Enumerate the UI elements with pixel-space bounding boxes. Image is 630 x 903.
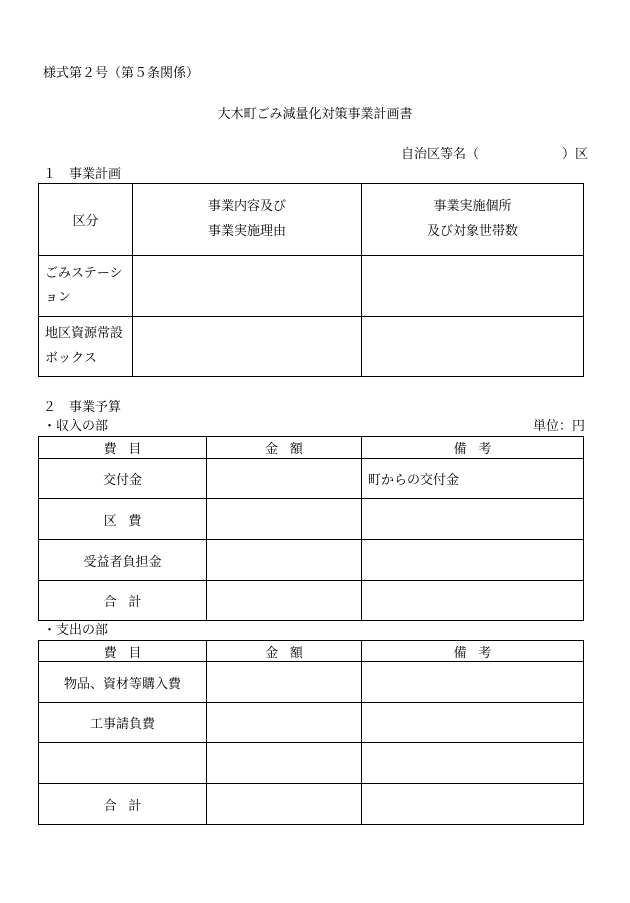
plan-category-line2: ョン xyxy=(45,290,72,305)
expense-item-cell: 物品、資材等購入費 xyxy=(39,662,207,703)
plan-header-content-line2: 事業実施理由 xyxy=(207,223,286,239)
expense-header-row xyxy=(39,641,584,662)
expense-header-item: 費目 xyxy=(39,641,207,662)
income-item-cell: 区費 xyxy=(39,499,207,540)
plan-header-location xyxy=(362,184,584,256)
plan-category-line1: ごみステーシ xyxy=(45,265,123,281)
expense-amount-cell[interactable] xyxy=(207,703,362,743)
income-note-cell[interactable]: 町からの交付金 xyxy=(362,459,584,499)
plan-content-cell[interactable] xyxy=(133,317,362,377)
district-name-field[interactable] xyxy=(480,146,560,163)
plan-location-cell[interactable] xyxy=(362,317,584,377)
section2-heading: ２ 事業予算 xyxy=(43,400,122,415)
income-row xyxy=(39,540,584,581)
income-header-item: 費目 xyxy=(39,437,207,459)
income-header-row xyxy=(39,437,584,459)
expense-item-cell[interactable] xyxy=(39,743,207,784)
expense-header-amount: 金額 xyxy=(207,641,362,662)
district-label: 自治区等名（ xyxy=(401,147,480,162)
plan-content-cell[interactable] xyxy=(133,256,362,317)
income-amount-cell[interactable] xyxy=(207,499,362,540)
page-title: 大木町ごみ減量化対策事業計画書 xyxy=(217,107,413,122)
income-row xyxy=(39,499,584,540)
income-amount-cell[interactable] xyxy=(207,540,362,581)
income-header-note: 備考 xyxy=(362,437,584,459)
business-plan-table xyxy=(38,183,584,377)
form-number: 様式第２号（第５条関係） xyxy=(43,66,200,81)
section1-heading: １ 事業計画 xyxy=(43,167,122,182)
expense-table xyxy=(38,640,584,825)
expense-row xyxy=(39,743,584,784)
expense-total-row xyxy=(39,784,584,825)
expense-row xyxy=(39,703,584,743)
expense-row xyxy=(39,662,584,703)
expense-amount-cell[interactable] xyxy=(207,784,362,825)
plan-header-location-line1: 事業実施個所 xyxy=(433,199,512,215)
expense-item-cell: 合計 xyxy=(39,784,207,825)
plan-category-line1: 地区資源常設 xyxy=(45,326,124,342)
expense-label: ・支出の部 xyxy=(43,623,109,638)
income-table xyxy=(38,436,584,621)
plan-category-line2: ボックス xyxy=(45,350,97,366)
income-item-cell: 合計 xyxy=(39,581,207,621)
expense-amount-cell[interactable] xyxy=(207,743,362,784)
income-item-cell: 受益者負担金 xyxy=(39,540,207,581)
plan-row-resource-box xyxy=(39,317,584,377)
plan-category-cell xyxy=(39,317,133,377)
expense-amount-cell[interactable] xyxy=(207,662,362,703)
plan-row-garbage-station xyxy=(39,256,584,317)
income-item-cell: 交付金 xyxy=(39,459,207,499)
expense-note-cell[interactable] xyxy=(362,784,584,825)
plan-header-content-line1: 事業内容及び xyxy=(207,199,286,215)
plan-location-cell[interactable] xyxy=(362,256,584,317)
plan-header-location-line2: 及び対象世帯数 xyxy=(426,223,518,239)
expense-note-cell[interactable] xyxy=(362,703,584,743)
income-amount-cell[interactable] xyxy=(207,459,362,499)
plan-header-category: 区分 xyxy=(39,184,133,256)
income-label: ・収入の部 xyxy=(43,419,109,434)
income-row xyxy=(39,459,584,499)
income-total-row xyxy=(39,581,584,621)
expense-item-cell: 工事請負費 xyxy=(39,703,207,743)
plan-category-cell xyxy=(39,256,133,317)
income-note-cell[interactable] xyxy=(362,499,584,540)
unit-label: 単位：円 xyxy=(533,419,586,434)
income-header-amount: 金額 xyxy=(207,437,362,459)
plan-header-content xyxy=(133,184,362,256)
plan-header-row xyxy=(39,184,584,256)
expense-note-cell[interactable] xyxy=(362,662,584,703)
expense-note-cell[interactable] xyxy=(362,743,584,784)
district-suffix: ）区 xyxy=(562,147,589,162)
income-note-cell[interactable] xyxy=(362,540,584,581)
income-note-cell[interactable] xyxy=(362,581,584,621)
income-amount-cell[interactable] xyxy=(207,581,362,621)
expense-header-note: 備考 xyxy=(362,641,584,662)
